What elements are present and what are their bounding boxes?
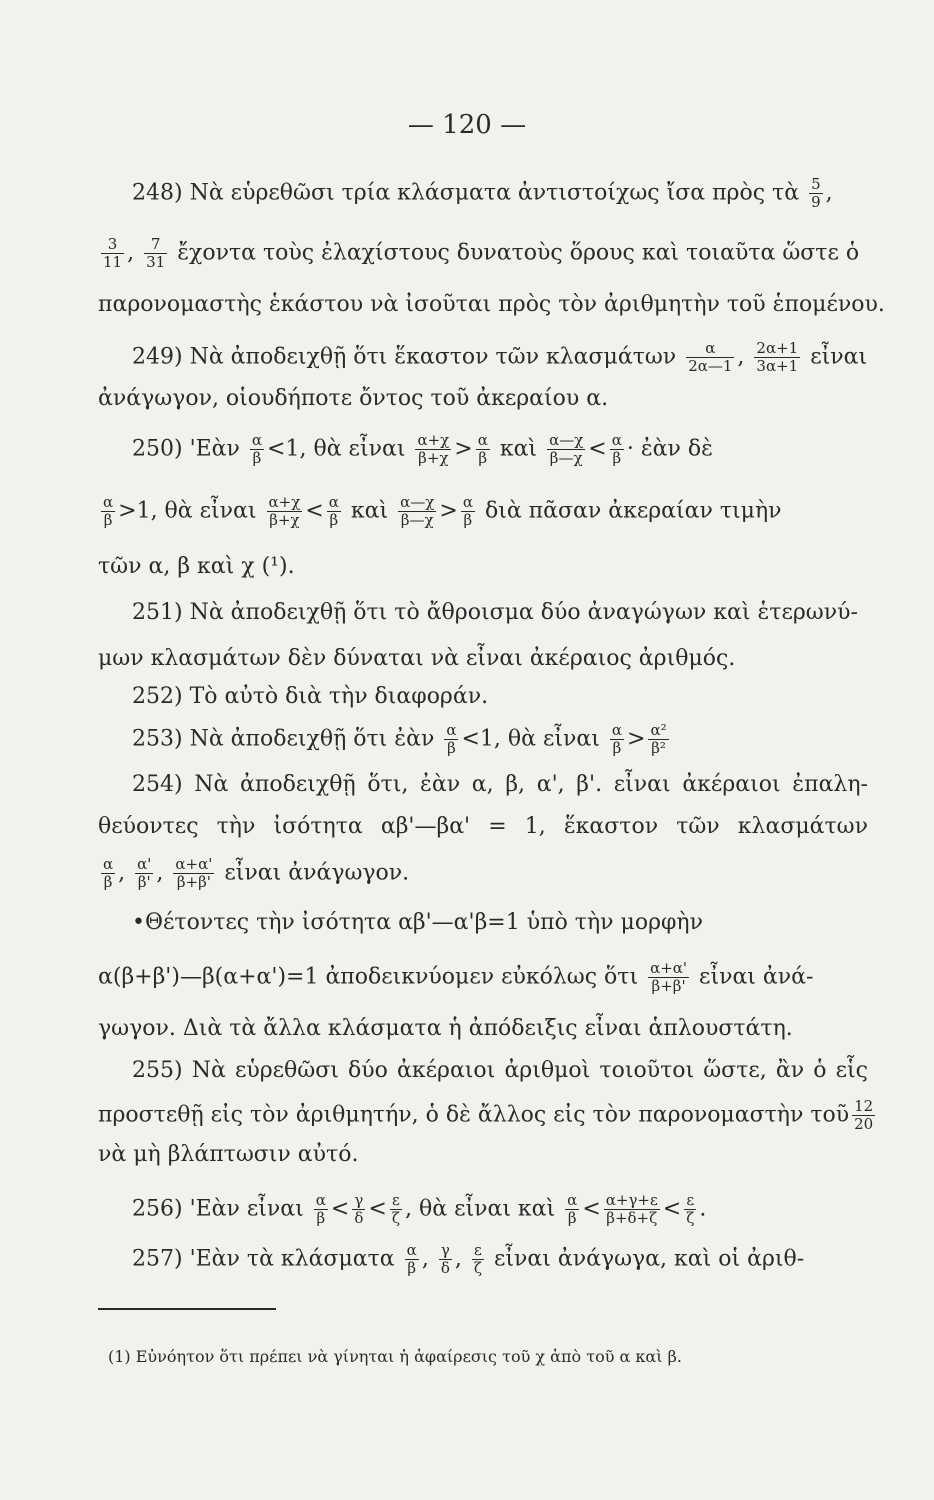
- exercise-254-note-3: γωγον. Διὰ τὰ ἄλλα κλάσματα ἡ ἀπόδειξις εἶναι ἁπλουστάτη.: [98, 1016, 793, 1041]
- fraction-a-x-b-x: $\frac{\alpha—\chi}{\beta—\chi}$: [400, 493, 435, 529]
- page-number: — 120 —: [407, 110, 527, 140]
- fraction-e-z: $\frac{\varepsilon}{\zeta}$: [391, 1191, 400, 1227]
- exercise-253: 253) Νὰ ἀποδειχθῇ ὅτι ἐὰν $\frac{\alpha}{\beta}$ <1, θὰ εἶναι $\frac{\alpha}{\beta}$ > $\frac{\text{α²}}{\text{β²}}$: [132, 721, 667, 757]
- exercise-255-line-3: νὰ μὴ βλάπτωσιν αὐτό.: [98, 1142, 359, 1167]
- exercise-249-line-1: 249) Νὰ ἀποδειχθῇ ὅτι ἕκαστον τῶν κλασμάτων $\frac{\alpha}{2\alpha—1}$ , $\frac{2\alpha+1}{3\alpha+1}$ εἶναι: [132, 339, 868, 375]
- fraction-12-20: $\frac{12}{20}$: [854, 1097, 874, 1133]
- exercise-254-line-1: 254) Νὰ ἀποδειχθῇ ὅτι, ἐὰν α, β, α', β'. εἶναι ἀκέραιοι ἐπαλη-: [132, 772, 868, 797]
- fraction-sum: $\frac{\alpha+\alpha'}{\beta+\beta'}$: [650, 959, 688, 995]
- fraction-a-b: $\frac{\alpha}{\beta}$: [315, 1191, 326, 1227]
- exercise-254-note-1: •Θέτοντες τὴν ἰσότητα αβ'—α'β=1 ὑπὸ τὴν μορφὴν: [132, 910, 703, 935]
- exercise-250-line-1: 250) 'Εὰν $\frac{\alpha}{\beta}$ <1, θὰ εἶναι $\frac{\alpha+\chi}{\beta+\chi}$ > $\frac{\alpha}{\beta}$ καὶ $\frac{\alpha—\chi}{\beta—\chi}$ < $\frac{\alpha}{\beta}$ · ἐὰν δὲ: [132, 431, 713, 467]
- fraction-a-2a-1: $\frac{\alpha}{2\alpha—1}$: [688, 339, 733, 375]
- fraction-3-11: $\frac{3}{11}$: [103, 235, 123, 271]
- fraction-a-x-b-x: $\frac{\alpha—\chi}{\beta—\chi}$: [549, 431, 584, 467]
- exercise-249-line-2: ἀνάγωγον, οἱουδήποτε ὄντος τοῦ ἀκεραίου α.: [98, 386, 609, 411]
- fraction-a-b: $\frac{\alpha}{\beta}$: [103, 493, 114, 529]
- exercise-251-line-2: μων κλασμάτων δὲν δύναται νὰ εἶναι ἀκέραιος ἀριθμός.: [98, 646, 736, 671]
- footnote-divider: [98, 1308, 276, 1310]
- fraction-a2-b2: $\frac{\text{α²}}{\text{β²}}$: [650, 721, 667, 757]
- fraction-a-b: $\frac{\alpha}{\beta}$: [611, 431, 622, 467]
- fraction-a-b: $\frac{\alpha}{\beta}$: [611, 721, 623, 757]
- text: 249) Νὰ ἀποδειχθῇ ὅτι ἕκαστον τῶν κλασμάτων: [132, 344, 677, 370]
- fraction-a-b: $\frac{\alpha}{\beta}$: [251, 431, 263, 467]
- fraction-e-z: $\frac{\varepsilon}{\zeta}$: [686, 1191, 695, 1227]
- fraction-a-b: $\frac{\alpha}{\beta}$: [328, 493, 339, 529]
- exercise-256: 256) 'Εὰν εἶναι $\frac{\alpha}{\beta}$ < $\frac{\gamma}{\delta}$ < $\frac{\varepsilon}{\zeta}$ , θὰ εἶναι καὶ $\frac{\alpha}{\beta}$ < $\frac{\alpha+\gamma+\varepsilon}{\beta+\delta+\zeta}$ < $\frac{\varepsilon}{\zeta}$ .: [132, 1191, 707, 1227]
- fraction-a-b: $\frac{\alpha}{\beta}$: [103, 855, 114, 891]
- exercise-255-line-2: προστεθῇ εἰς τὸν ἀριθμητήν, ὁ δὲ ἄλλος εἰς τὸν παρονομαστὴν τοῦ $\frac{12}{20}$: [98, 1097, 874, 1133]
- exercise-248-line-2: $\frac{3}{11}$ , $\frac{7}{31}$ ἔχοντα τοὺς ἐλαχίστους δυνατοὺς ὅρους καὶ τοιαῦτα ὥστε ὁ: [103, 235, 860, 271]
- fraction-g-d: $\frac{\gamma}{\delta}$: [354, 1191, 364, 1227]
- fraction-g-d: $\frac{\gamma}{\delta}$: [440, 1241, 450, 1277]
- fraction-a+x-b+x: $\frac{\alpha+\chi}{\beta+\chi}$: [268, 493, 301, 529]
- text: ἔχοντα τοὺς ἐλαχίστους δυνατοὺς ὅρους καὶ τοιαῦτα ὥστε ὁ: [177, 240, 860, 266]
- exercise-250-line-3: τῶν α, β καὶ χ (¹).: [98, 554, 295, 579]
- fraction-a1-b1: $\frac{\alpha'}{\beta'}$: [137, 855, 152, 891]
- exercise-255-line-1: 255) Νὰ εὑρεθῶσι δύο ἀκέραιοι ἀριθμοὶ τοιοῦτοι ὥστε, ἂν ὁ εἷς: [132, 1058, 868, 1083]
- exercise-248-line-3: παρονομαστὴς ἑκάστου νὰ ἰσοῦται πρὸς τὸν ἀριθμητὴν τοῦ ἑπομένου.: [98, 292, 885, 317]
- exercise-254-note-2: α(β+β')—β(α+α')=1 ἀποδεικνύομεν εὐκόλως ὅτι $\frac{\alpha+\alpha'}{\beta+\beta'}$ εἶναι ἀνά-: [98, 959, 814, 995]
- fraction-a-b: $\frac{\alpha}{\beta}$: [567, 1191, 578, 1227]
- fraction-a-b: $\frac{\alpha}{\beta}$: [477, 431, 488, 467]
- exercise-248-line-1: 248) Νὰ εὑρεθῶσι τρία κλάσματα ἀντιστοίχως ἴσα πρὸς τὰ $\frac{5}{9}$ ,: [132, 175, 833, 211]
- fraction-a-b: $\frac{\alpha}{\beta}$: [406, 1241, 417, 1277]
- fraction-sum-all: $\frac{\alpha+\gamma+\varepsilon}{\beta+\delta+\zeta}$: [605, 1191, 658, 1227]
- fraction-5-9: $\frac{5}{9}$: [811, 175, 821, 211]
- fraction-a+x-b+x: $\frac{\alpha+\chi}{\beta+\chi}$: [417, 431, 450, 467]
- exercise-254-line-2: θεύοντες τὴν ἰσότητα αβ'—βα' = 1, ἕκαστον τῶν κλασμάτων: [98, 814, 868, 839]
- exercise-251-line-1: 251) Νὰ ἀποδειχθῇ ὅτι τὸ ἄθροισμα δύο ἀναγώγων καὶ ἑτερωνύ-: [132, 600, 858, 625]
- footnote: (1) Εὐνόητον ὅτι πρέπει νὰ γίνηται ἡ ἀφαίρεσις τοῦ χ ἀπὸ τοῦ α καὶ β.: [108, 1347, 682, 1366]
- exercise-254-line-3: $\frac{\alpha}{\beta}$ , $\frac{\alpha'}{\beta'}$ , $\frac{\alpha+\alpha'}{\beta+\beta'}$ εἶναι ἀνάγωγον.: [103, 855, 410, 891]
- exercise-257: 257) 'Εὰν τὰ κλάσματα $\frac{\alpha}{\beta}$ , $\frac{\gamma}{\delta}$ , $\frac{\varepsilon}{\zeta}$ εἶναι ἀνάγωγα, καὶ οἱ ἀριθ-: [132, 1241, 805, 1277]
- fraction-a-b: $\frac{\alpha}{\beta}$: [462, 493, 473, 529]
- exercise-250-line-2: $\frac{\alpha}{\beta}$ >1, θὰ εἶναι $\frac{\alpha+\chi}{\beta+\chi}$ < $\frac{\alpha}{\beta}$ καὶ $\frac{\alpha—\chi}{\beta—\chi}$ > $\frac{\alpha}{\beta}$ διὰ πᾶσαν ἀκεραίαν τιμὴν: [103, 493, 782, 529]
- fraction-sum: $\frac{\alpha+\alpha'}{\beta+\beta'}$: [175, 855, 213, 891]
- fraction-7-31: $\frac{7}{31}$: [146, 235, 166, 271]
- exercise-252: 252) Τὸ αὐτὸ διὰ τὴν διαφοράν.: [132, 684, 489, 709]
- fraction-a-b: $\frac{\alpha}{\beta}$: [446, 721, 457, 757]
- fraction-e-z: $\frac{\varepsilon}{\zeta}$: [473, 1241, 482, 1277]
- fraction-2a1-3a1: $\frac{2\alpha+1}{3\alpha+1}$: [756, 339, 799, 375]
- text: εἶναι: [810, 344, 868, 370]
- text: 248) Νὰ εὑρεθῶσι τρία κλάσματα ἀντιστοίχως ἴσα πρὸς τὰ: [132, 180, 800, 206]
